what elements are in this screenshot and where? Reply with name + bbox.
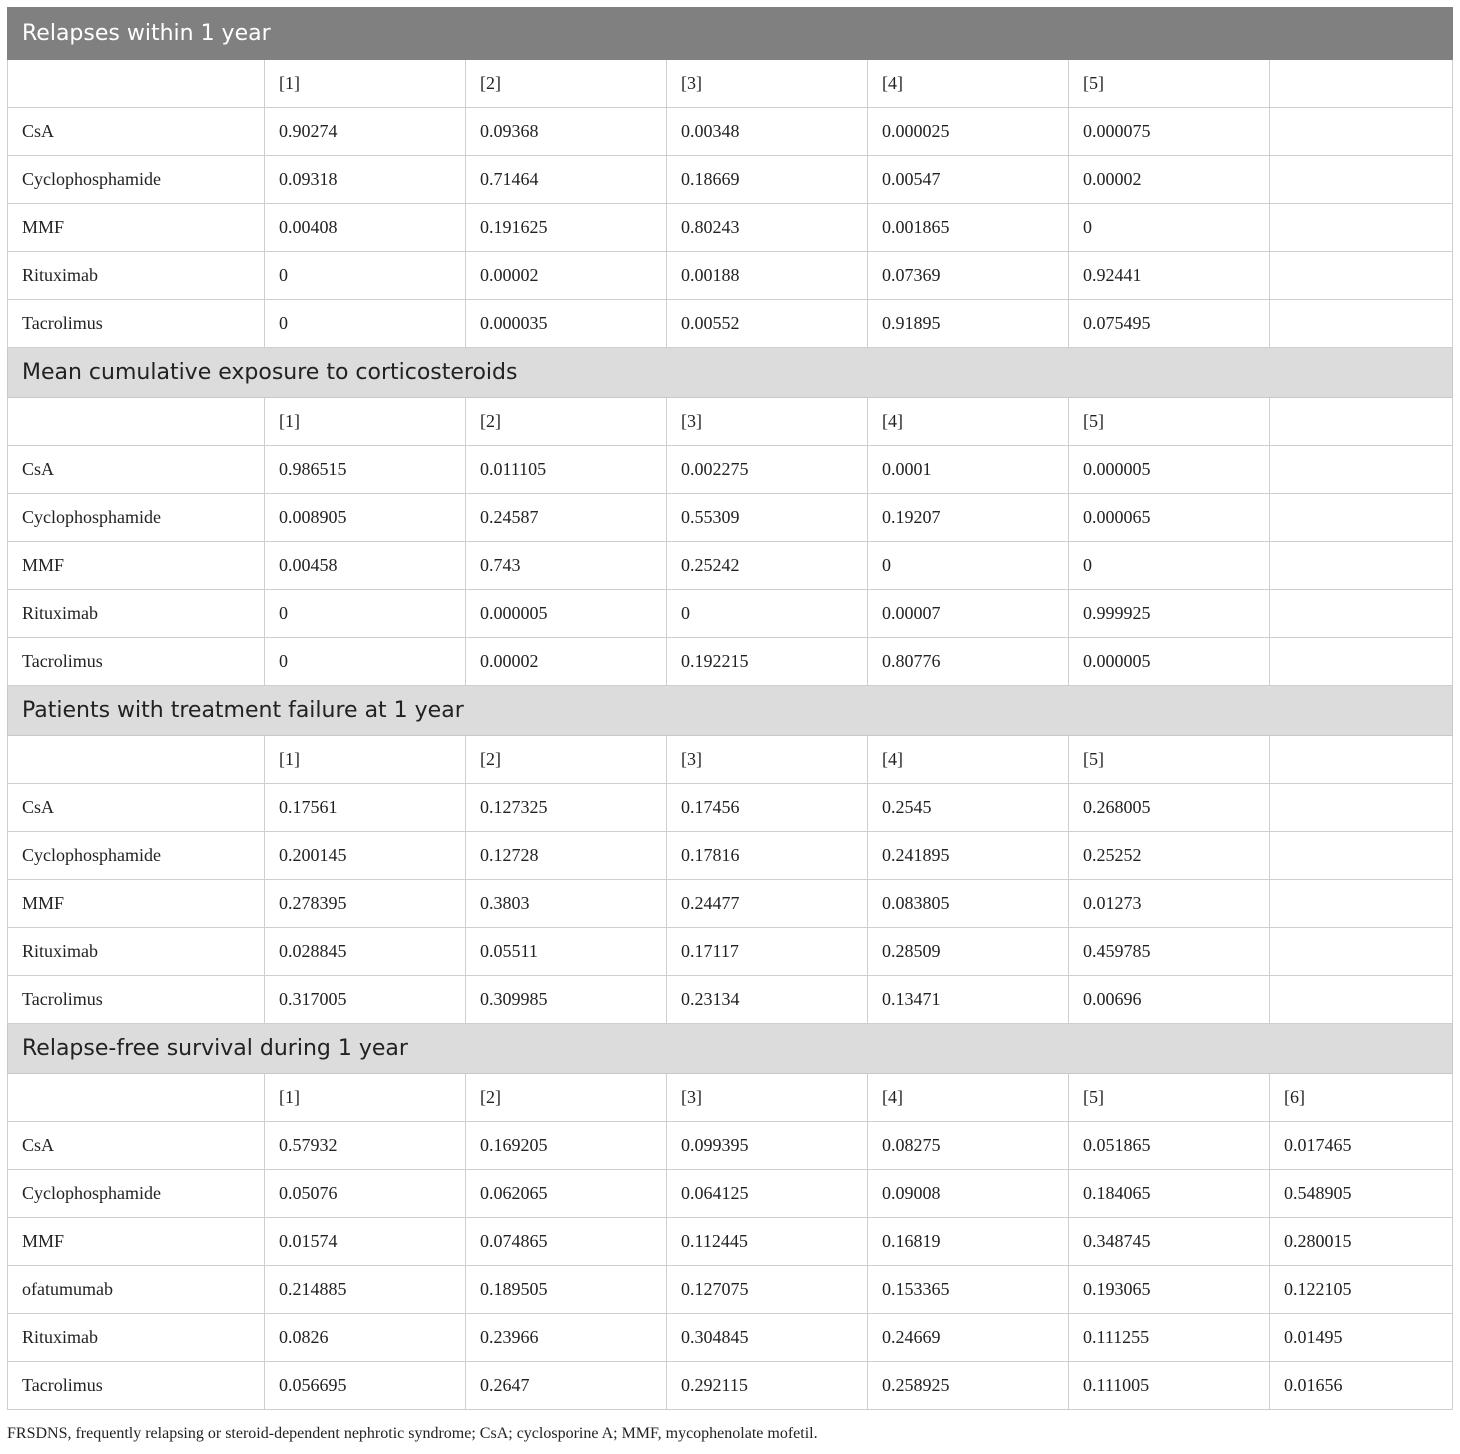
- probability-cell: [1270, 590, 1453, 638]
- probability-cell: 0.122105: [1270, 1266, 1453, 1314]
- probability-cell: 0.127075: [667, 1266, 868, 1314]
- treatment-label: MMF: [8, 880, 265, 928]
- table-row: [8, 156, 1453, 204]
- probability-cell: 0.01495: [1270, 1314, 1453, 1362]
- probability-cell: 0.08275: [868, 1122, 1069, 1170]
- probability-cell: 0.548905: [1270, 1170, 1453, 1218]
- table-row: [8, 1362, 1453, 1410]
- probability-cell: 0.075495: [1069, 300, 1270, 348]
- probability-cell: 0.00348: [667, 108, 868, 156]
- probability-cell: 0.17456: [667, 784, 868, 832]
- probability-cell: 0.80243: [667, 204, 868, 252]
- column-header: [8, 1074, 265, 1122]
- probability-cell: 0.16819: [868, 1218, 1069, 1266]
- probability-cell: 0.074865: [466, 1218, 667, 1266]
- probability-cell: 0.09368: [466, 108, 667, 156]
- section-header-row: [8, 686, 1453, 736]
- column-header: [4]: [868, 60, 1069, 108]
- probability-cell: 0.001865: [868, 204, 1069, 252]
- probability-cell: 0.193065: [1069, 1266, 1270, 1314]
- probability-cell: 0.23134: [667, 976, 868, 1024]
- probability-cell: 0.00552: [667, 300, 868, 348]
- treatment-label: Cyclophosphamide: [8, 156, 265, 204]
- probability-cell: 0.25252: [1069, 832, 1270, 880]
- table-footnote: FRSDNS, frequently relapsing or steroid-dependent nephrotic syndrome; CsA; cyclosporine A; MMF, mycophenolate mofetil.: [7, 1425, 818, 1442]
- column-header: [3]: [667, 736, 868, 784]
- probability-cell: 0.80776: [868, 638, 1069, 686]
- probability-cell: 0.55309: [667, 494, 868, 542]
- column-header: [2]: [466, 398, 667, 446]
- column-header: [4]: [868, 736, 1069, 784]
- column-header: [5]: [1069, 60, 1270, 108]
- probability-cell: 0.153365: [868, 1266, 1069, 1314]
- column-header: [8, 60, 265, 108]
- treatment-label: Cyclophosphamide: [8, 1170, 265, 1218]
- probability-cell: 0.2545: [868, 784, 1069, 832]
- probability-cell: 0.00408: [265, 204, 466, 252]
- probability-cell: 0.12728: [466, 832, 667, 880]
- treatment-label: Rituximab: [8, 252, 265, 300]
- treatment-label: Cyclophosphamide: [8, 494, 265, 542]
- column-header: [1]: [265, 398, 466, 446]
- section-header-row: [8, 348, 1453, 398]
- probability-cell: [1270, 108, 1453, 156]
- column-header: [1]: [265, 1074, 466, 1122]
- probability-cell: 0.241895: [868, 832, 1069, 880]
- treatment-label: Rituximab: [8, 1314, 265, 1362]
- probability-cell: 0.17816: [667, 832, 868, 880]
- probability-cell: 0.19207: [868, 494, 1069, 542]
- probability-cell: 0.112445: [667, 1218, 868, 1266]
- table-row: [8, 784, 1453, 832]
- probability-cell: 0.00007: [868, 590, 1069, 638]
- probability-cell: 0.71464: [466, 156, 667, 204]
- probability-cell: 0.111005: [1069, 1362, 1270, 1410]
- probability-cell: 0.92441: [1069, 252, 1270, 300]
- probability-cell: [1270, 204, 1453, 252]
- probability-cell: 0.304845: [667, 1314, 868, 1362]
- probability-cell: [1270, 252, 1453, 300]
- table-row: [8, 204, 1453, 252]
- column-header: [2]: [466, 60, 667, 108]
- probability-cell: 0.292115: [667, 1362, 868, 1410]
- treatment-label: CsA: [8, 446, 265, 494]
- table-row: [8, 976, 1453, 1024]
- probability-cell: 0.309985: [466, 976, 667, 1024]
- probability-cell: 0.002275: [667, 446, 868, 494]
- probability-cell: 0.986515: [265, 446, 466, 494]
- probability-cell: [1270, 928, 1453, 976]
- column-header: [3]: [667, 398, 868, 446]
- treatment-label: CsA: [8, 784, 265, 832]
- treatment-label: CsA: [8, 1122, 265, 1170]
- probability-cell: 0.0001: [868, 446, 1069, 494]
- probability-cell: 0.09008: [868, 1170, 1069, 1218]
- probability-cell: 0.07369: [868, 252, 1069, 300]
- probability-cell: [1270, 542, 1453, 590]
- probability-cell: 0.184065: [1069, 1170, 1270, 1218]
- section-title: Relapse-free survival during 1 year: [8, 1024, 1453, 1074]
- probability-cell: [1270, 446, 1453, 494]
- table-row: [8, 638, 1453, 686]
- probability-cell: 0.191625: [466, 204, 667, 252]
- treatment-label: MMF: [8, 204, 265, 252]
- section-title: Relapses within 1 year: [8, 8, 1453, 60]
- probability-cell: [1270, 494, 1453, 542]
- probability-cell: 0.13471: [868, 976, 1069, 1024]
- probability-cell: 0.24587: [466, 494, 667, 542]
- probability-cell: 0.062065: [466, 1170, 667, 1218]
- column-header-row: [8, 398, 1453, 446]
- probability-cell: 0.743: [466, 542, 667, 590]
- treatment-label: ofatumumab: [8, 1266, 265, 1314]
- probability-cell: 0.192215: [667, 638, 868, 686]
- column-header-row: [8, 60, 1453, 108]
- probability-cell: 0.57932: [265, 1122, 466, 1170]
- probability-cell: 0: [1069, 204, 1270, 252]
- column-header: [6]: [1270, 1074, 1453, 1122]
- probability-cell: 0.268005: [1069, 784, 1270, 832]
- probability-cell: 0.09318: [265, 156, 466, 204]
- probability-cell: 0.111255: [1069, 1314, 1270, 1362]
- probability-cell: 0.083805: [868, 880, 1069, 928]
- probability-cell: 0.008905: [265, 494, 466, 542]
- probability-cell: 0.000025: [868, 108, 1069, 156]
- probability-cell: 0: [667, 590, 868, 638]
- probability-cell: 0.000075: [1069, 108, 1270, 156]
- probability-cell: 0.000065: [1069, 494, 1270, 542]
- probability-cell: 0.000035: [466, 300, 667, 348]
- probability-cell: 0.099395: [667, 1122, 868, 1170]
- probability-cell: 0.189505: [466, 1266, 667, 1314]
- probability-cell: 0.028845: [265, 928, 466, 976]
- column-header-row: [8, 1074, 1453, 1122]
- results-table-container: [7, 7, 1453, 1410]
- probability-cell: 0.18669: [667, 156, 868, 204]
- probability-cell: [1270, 784, 1453, 832]
- probability-cell: 0.000005: [1069, 638, 1270, 686]
- column-header: [3]: [667, 60, 868, 108]
- probability-cell: [1270, 300, 1453, 348]
- probability-cell: [1270, 832, 1453, 880]
- probability-cell: 0.91895: [868, 300, 1069, 348]
- probability-cell: 0.05076: [265, 1170, 466, 1218]
- column-header: [8, 736, 265, 784]
- table-row: [8, 252, 1453, 300]
- treatment-label: Rituximab: [8, 590, 265, 638]
- section-title: Mean cumulative exposure to corticosteroids: [8, 348, 1453, 398]
- probability-cell: 0.00696: [1069, 976, 1270, 1024]
- probability-cell: 0.05511: [466, 928, 667, 976]
- column-header: [2]: [466, 1074, 667, 1122]
- section-title: Patients with treatment failure at 1 year: [8, 686, 1453, 736]
- treatment-label: Tacrolimus: [8, 638, 265, 686]
- probability-cell: 0.017465: [1270, 1122, 1453, 1170]
- column-header: [8, 398, 265, 446]
- column-header: [4]: [868, 398, 1069, 446]
- probability-cell: 0.056695: [265, 1362, 466, 1410]
- column-header: [1270, 736, 1453, 784]
- probability-cell: 0.317005: [265, 976, 466, 1024]
- table-row: [8, 300, 1453, 348]
- treatment-label: Rituximab: [8, 928, 265, 976]
- probability-cell: 0.01273: [1069, 880, 1270, 928]
- probability-cell: 0.000005: [1069, 446, 1270, 494]
- table-row: [8, 446, 1453, 494]
- probability-cell: 0.348745: [1069, 1218, 1270, 1266]
- probability-cell: 0.17561: [265, 784, 466, 832]
- results-table-body: [8, 8, 1453, 1410]
- probability-cell: 0.00002: [466, 252, 667, 300]
- probability-cell: 0.258925: [868, 1362, 1069, 1410]
- probability-cell: 0.90274: [265, 108, 466, 156]
- probability-cell: 0.459785: [1069, 928, 1270, 976]
- column-header: [1]: [265, 60, 466, 108]
- table-row: [8, 494, 1453, 542]
- probability-cell: 0.3803: [466, 880, 667, 928]
- probability-cell: 0.200145: [265, 832, 466, 880]
- probability-cell: 0.00002: [1069, 156, 1270, 204]
- table-row: [8, 1266, 1453, 1314]
- probability-cell: 0.0826: [265, 1314, 466, 1362]
- probability-cell: 0.25242: [667, 542, 868, 590]
- table-row: [8, 108, 1453, 156]
- probability-cell: 0.280015: [1270, 1218, 1453, 1266]
- table-row: [8, 880, 1453, 928]
- treatment-label: MMF: [8, 1218, 265, 1266]
- treatment-label: Tacrolimus: [8, 976, 265, 1024]
- probability-cell: 0.000005: [466, 590, 667, 638]
- probability-cell: 0: [265, 252, 466, 300]
- probability-cell: 0: [265, 590, 466, 638]
- probability-cell: [1270, 638, 1453, 686]
- probability-cell: 0.127325: [466, 784, 667, 832]
- probability-cell: 0.051865: [1069, 1122, 1270, 1170]
- treatment-label: MMF: [8, 542, 265, 590]
- table-row: [8, 928, 1453, 976]
- column-header-row: [8, 736, 1453, 784]
- column-header: [5]: [1069, 398, 1270, 446]
- probability-cell: 0.214885: [265, 1266, 466, 1314]
- probability-cell: 0.278395: [265, 880, 466, 928]
- probability-cell: 0.999925: [1069, 590, 1270, 638]
- probability-cell: 0.24669: [868, 1314, 1069, 1362]
- column-header: [1270, 60, 1453, 108]
- probability-cell: [1270, 156, 1453, 204]
- probability-cell: 0.17117: [667, 928, 868, 976]
- section-header-row: [8, 8, 1453, 60]
- column-header: [1]: [265, 736, 466, 784]
- probability-cell: 0: [1069, 542, 1270, 590]
- probability-cell: 0: [265, 300, 466, 348]
- results-table: [7, 7, 1453, 1410]
- table-row: [8, 832, 1453, 880]
- probability-cell: 0.24477: [667, 880, 868, 928]
- table-row: [8, 542, 1453, 590]
- column-header: [1270, 398, 1453, 446]
- probability-cell: 0.01574: [265, 1218, 466, 1266]
- probability-cell: 0.00188: [667, 252, 868, 300]
- probability-cell: 0.01656: [1270, 1362, 1453, 1410]
- probability-cell: 0.011105: [466, 446, 667, 494]
- table-row: [8, 1122, 1453, 1170]
- probability-cell: 0.2647: [466, 1362, 667, 1410]
- table-row: [8, 1314, 1453, 1362]
- table-row: [8, 1170, 1453, 1218]
- probability-cell: 0.00547: [868, 156, 1069, 204]
- table-row: [8, 1218, 1453, 1266]
- probability-cell: 0.00002: [466, 638, 667, 686]
- probability-cell: 0.23966: [466, 1314, 667, 1362]
- probability-cell: 0: [265, 638, 466, 686]
- column-header: [3]: [667, 1074, 868, 1122]
- probability-cell: 0.169205: [466, 1122, 667, 1170]
- column-header: [4]: [868, 1074, 1069, 1122]
- treatment-label: Tacrolimus: [8, 1362, 265, 1410]
- probability-cell: 0.00458: [265, 542, 466, 590]
- probability-cell: 0.28509: [868, 928, 1069, 976]
- probability-cell: [1270, 976, 1453, 1024]
- probability-cell: 0.064125: [667, 1170, 868, 1218]
- treatment-label: Tacrolimus: [8, 300, 265, 348]
- column-header: [2]: [466, 736, 667, 784]
- probability-cell: [1270, 880, 1453, 928]
- treatment-label: Cyclophosphamide: [8, 832, 265, 880]
- section-header-row: [8, 1024, 1453, 1074]
- column-header: [5]: [1069, 736, 1270, 784]
- table-row: [8, 590, 1453, 638]
- treatment-label: CsA: [8, 108, 265, 156]
- column-header: [5]: [1069, 1074, 1270, 1122]
- probability-cell: 0: [868, 542, 1069, 590]
